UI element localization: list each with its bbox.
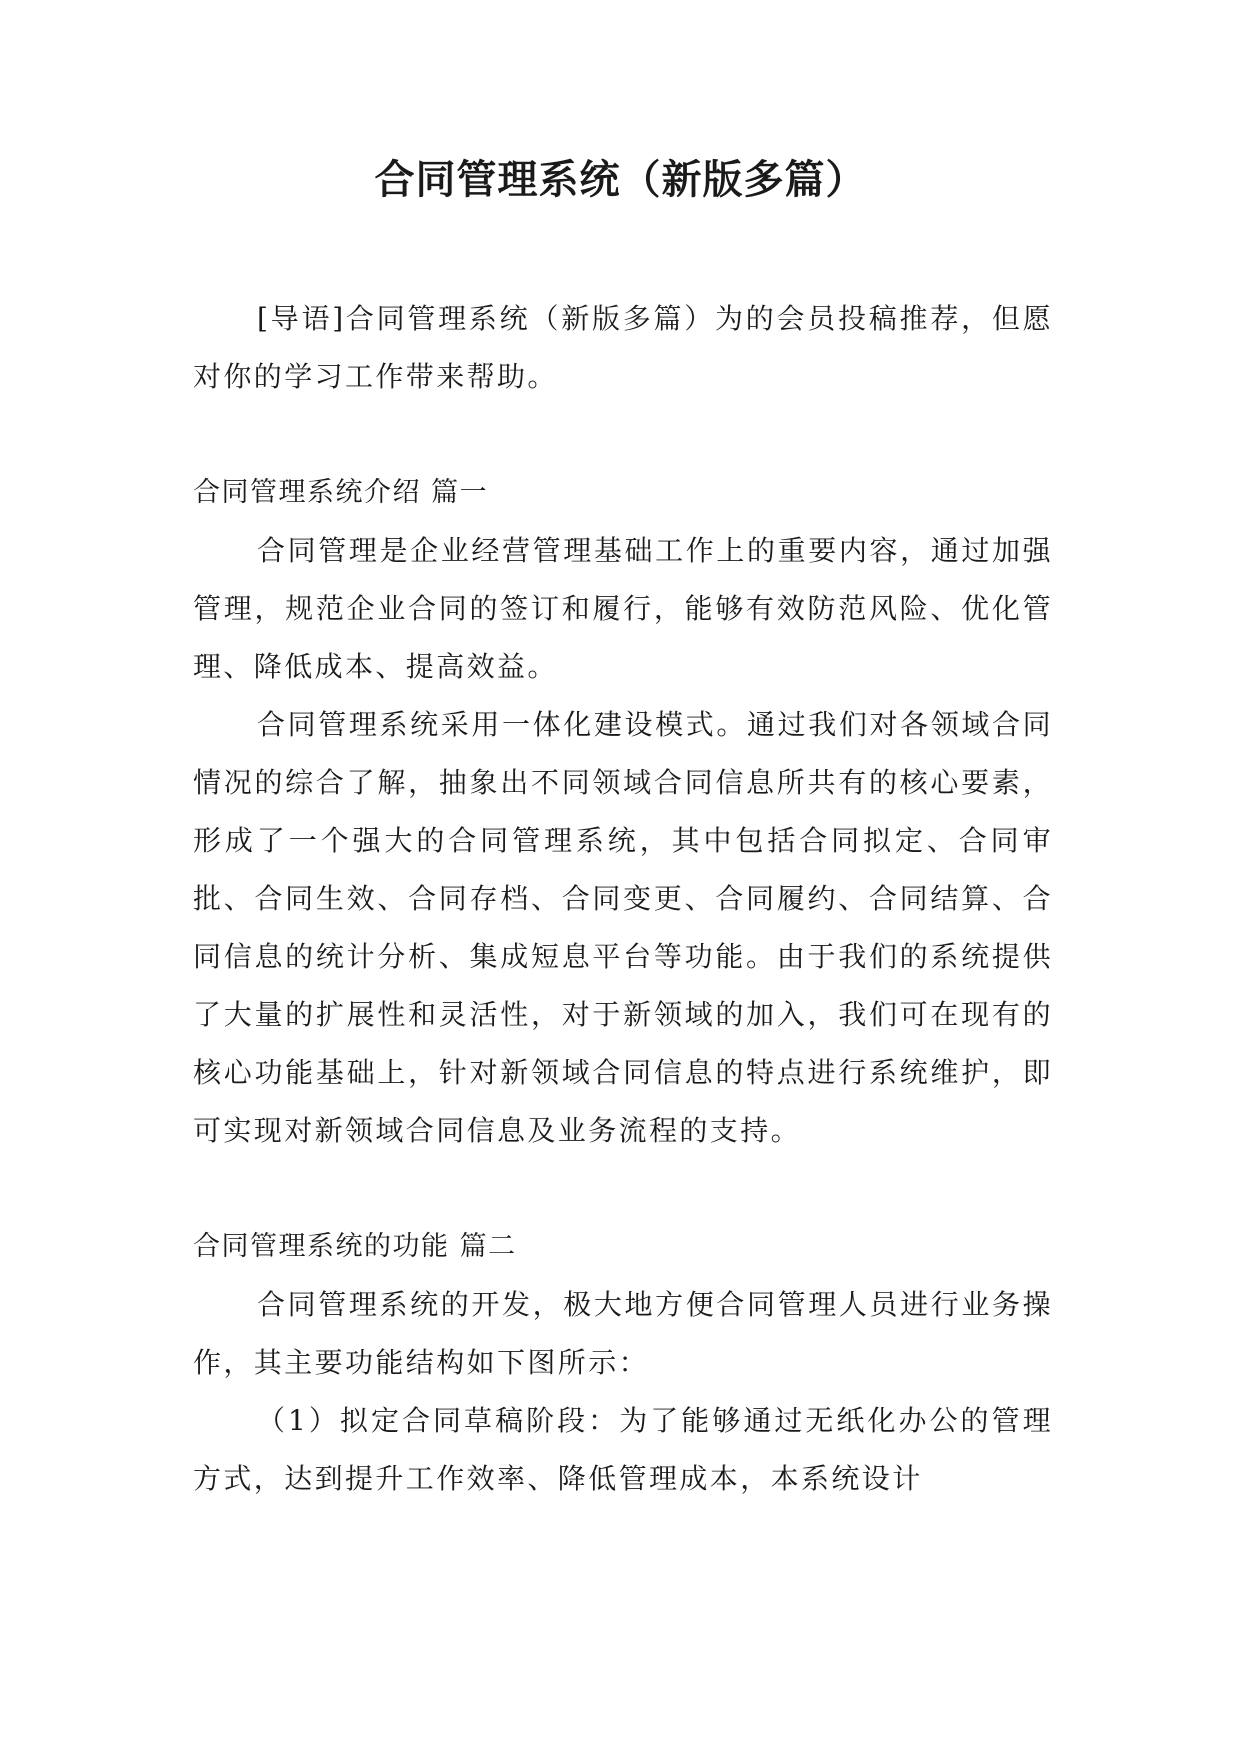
document-body [193, 290, 1053, 1508]
intro-paragraph: [导语]合同管理系统（新版多篇）为的会员投稿推荐，但愿对你的学习工作带来帮助。 [193, 302, 1053, 393]
section-heading-2: 合同管理系统的功能 篇二 [193, 1231, 517, 1262]
section-heading-1: 合同管理系统介绍 篇一 [193, 477, 489, 508]
section-1-paragraph-2: 合同管理系统采用一体化建设模式。通过我们对各领域合同情况的综合了解，抽象出不同领域合同信息所共有的核心要素，形成了一个强大的合同管理系统，其中包括合同拟定、合同审批、合同生效、合同存档、合同变更、合同履约、合同结算、合同信息的统计分析、集成短息平台等功能。由于我们的系统提供了大量的扩展性和灵活性，对于新领域的加入，我们可在现有的核心功能基础上，针对新领域合同信息的特点进行系统维护，即可实现对新领域合同信息及业务流程的支持。 [193, 708, 1053, 1147]
section-2-paragraph-1: 合同管理系统的开发，极大地方便合同管理人员进行业务操作，其主要功能结构如下图所示： [193, 1288, 1053, 1379]
document-title: 合同管理系统（新版多篇） [374, 156, 867, 203]
section-1-paragraph-1: 合同管理是企业经营管理基础工作上的重要内容，通过加强管理，规范企业合同的签订和履行，能够有效防范风险、优化管理、降低成本、提高效益。 [193, 534, 1053, 683]
section-gap [193, 1160, 1053, 1218]
section-gap [193, 406, 1053, 464]
section-2-paragraph-2: （1）拟定合同草稿阶段：为了能够通过无纸化办公的管理方式，达到提升工作效率、降低管理成本，本系统设计 [193, 1404, 1053, 1495]
